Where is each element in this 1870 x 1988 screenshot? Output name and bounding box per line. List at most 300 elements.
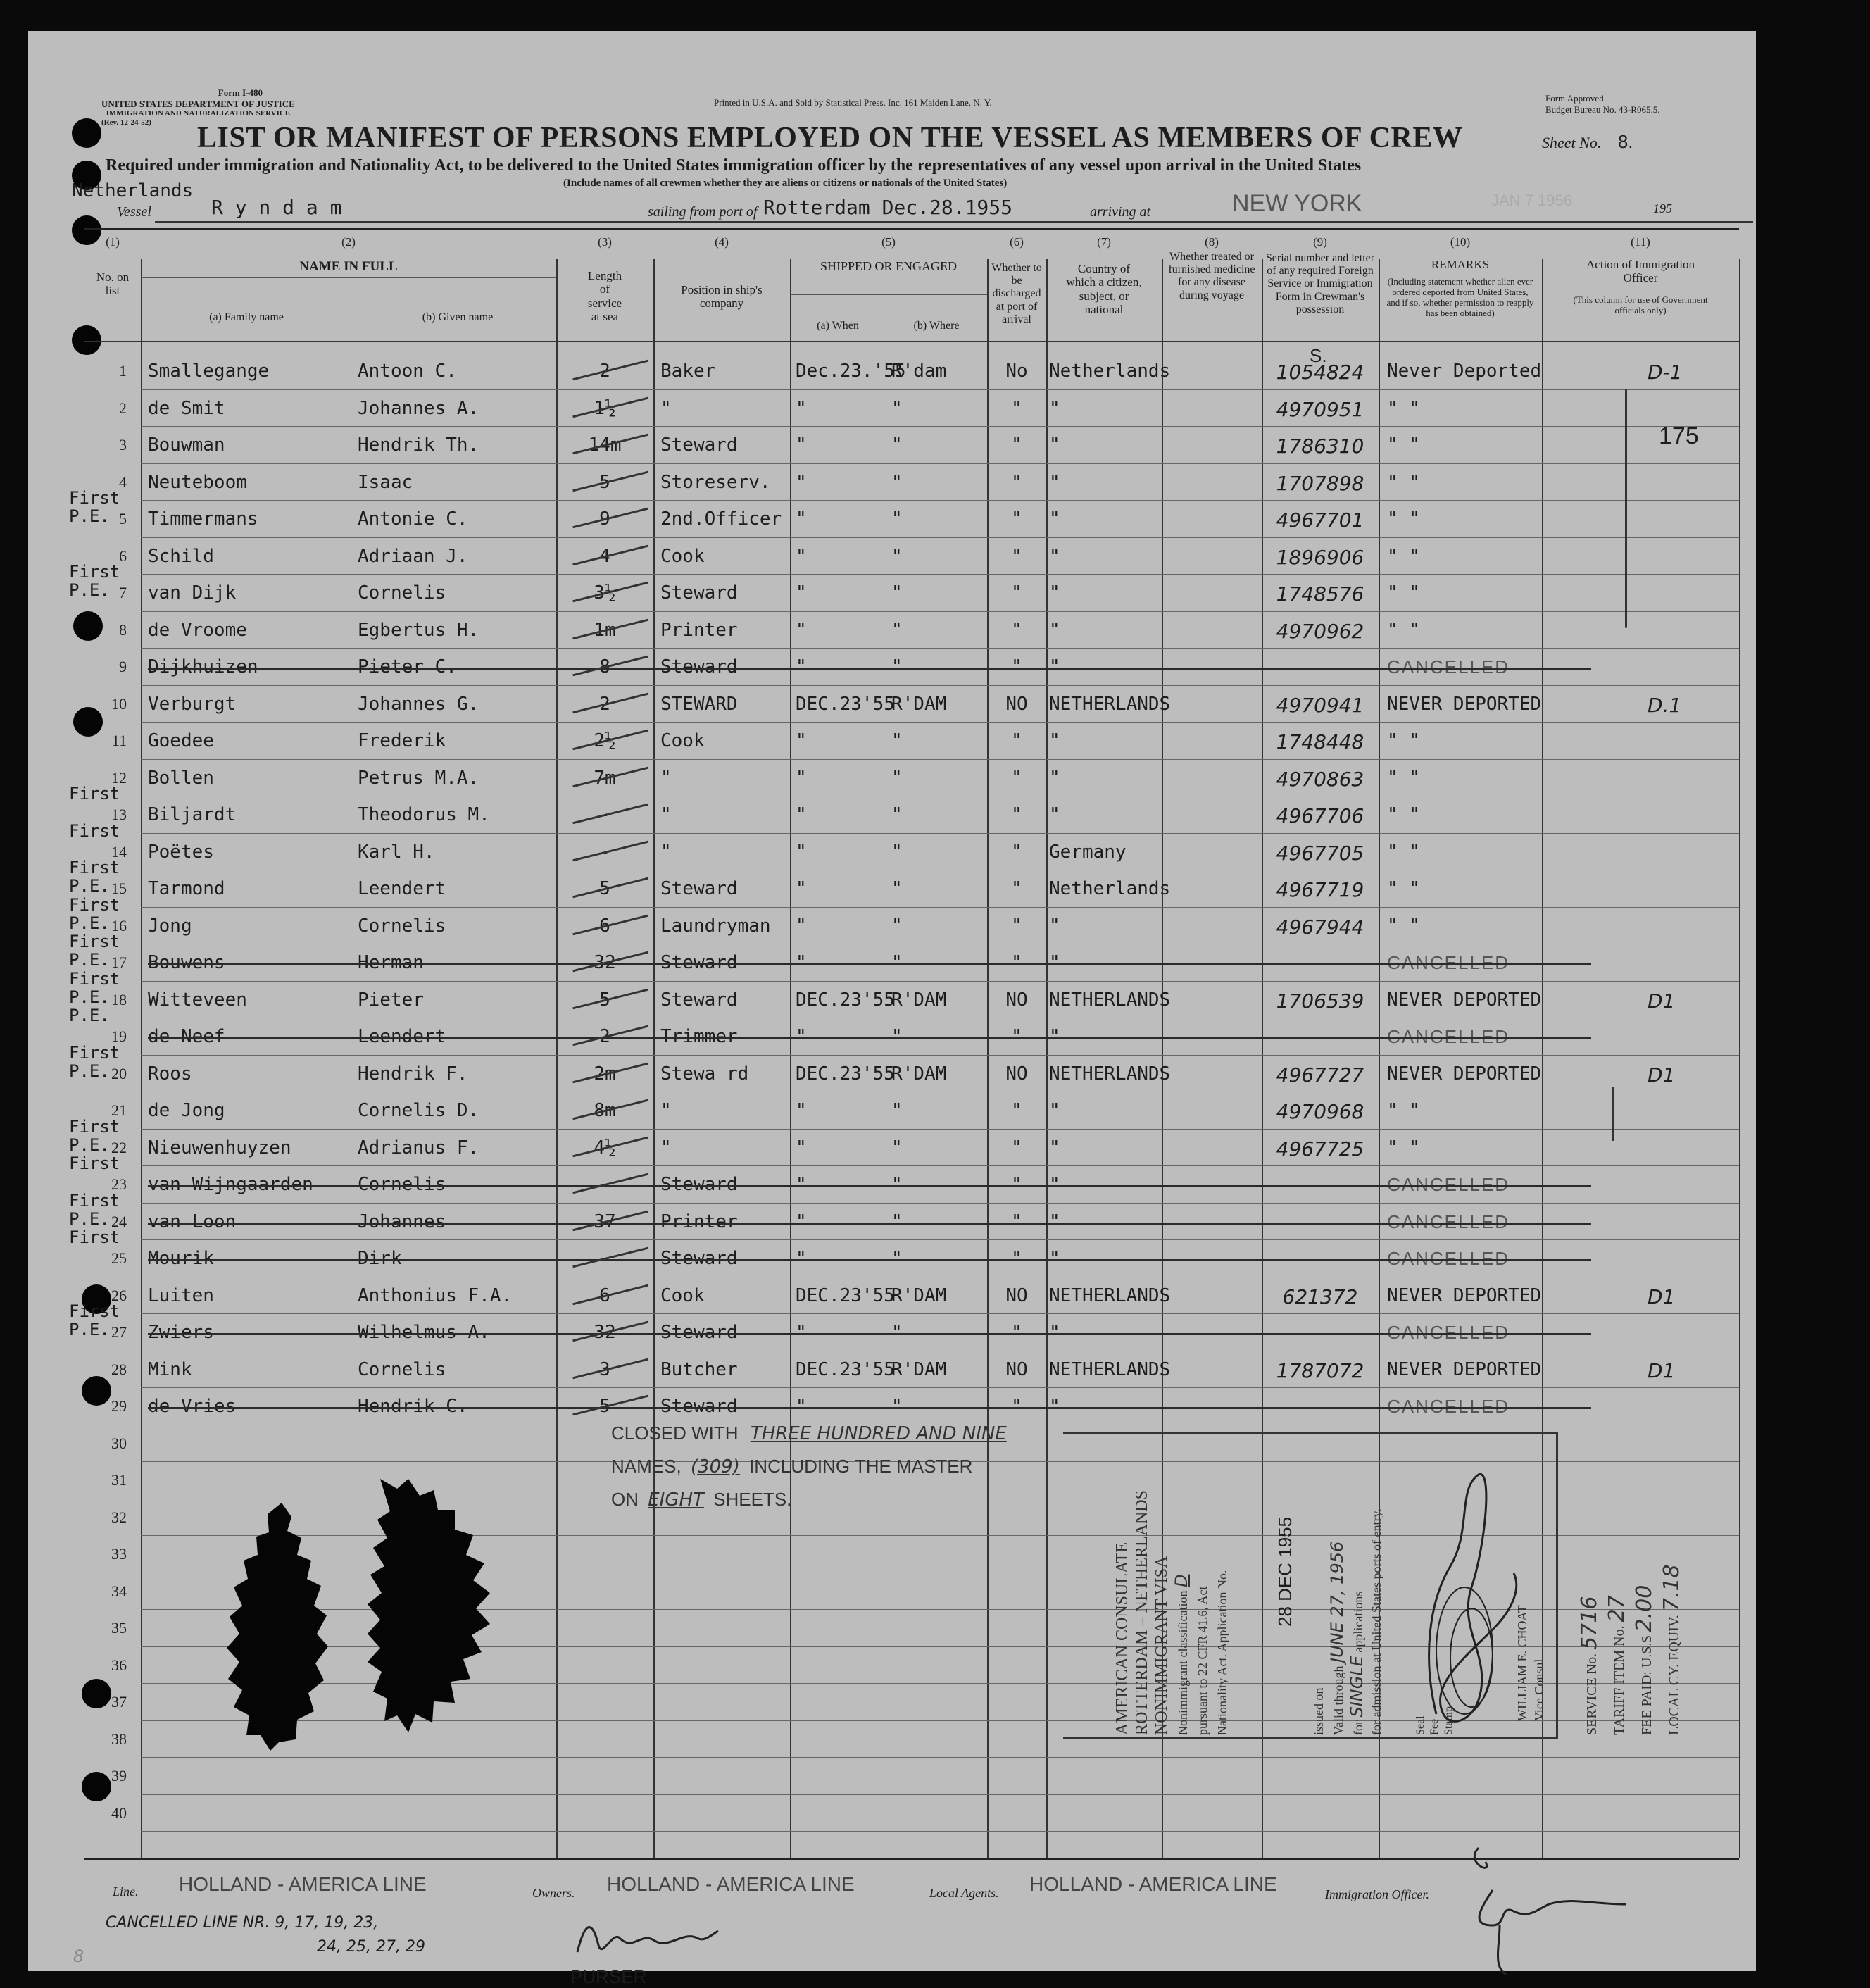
form-approved: Form Approved. — [1545, 93, 1606, 104]
country: NETHERLANDS — [1049, 693, 1171, 715]
table-row — [28, 1093, 1739, 1130]
serial-number: 4967725 — [1276, 1137, 1364, 1161]
given-name: Dirk — [358, 1248, 402, 1269]
shipped-when: " — [796, 804, 807, 825]
arriving-label: arriving at — [1090, 204, 1151, 220]
col-9-extra: S. — [1310, 345, 1327, 366]
visa-applications-label: applications — [1351, 1591, 1365, 1653]
shipped-where: " — [891, 1100, 903, 1121]
table-row — [28, 613, 1739, 650]
tariff-item-label: TARIFF ITEM No. — [1612, 1625, 1627, 1735]
serial-number: 1054824 — [1276, 361, 1364, 384]
given-name: Pieter C. — [358, 656, 457, 677]
shipped-where: " — [891, 1137, 903, 1158]
shipped-where: " — [891, 878, 903, 899]
family-name: Biljardt — [148, 804, 237, 825]
shipped-when: DEC.23'55 — [796, 1063, 895, 1084]
table-row — [28, 1006, 1739, 1056]
row-number: 22 — [111, 1138, 127, 1156]
given-name: Adriaan J. — [358, 545, 468, 567]
closing-label-2: NAMES, — [611, 1456, 682, 1477]
remarks: CANCELLED — [1387, 1396, 1510, 1417]
side-note: 175 — [1659, 423, 1699, 449]
shipped-where: " — [891, 656, 903, 677]
shipped-when: " — [796, 1137, 807, 1158]
serial-number: 4970968 — [1276, 1100, 1364, 1123]
family-name: Dijkhuizen — [148, 656, 258, 677]
row-rule — [141, 1831, 1739, 1832]
closing-statement — [611, 1417, 1007, 1516]
shipped-when: DEC.23'55 — [796, 989, 895, 1011]
position: 2nd.Officer — [660, 508, 782, 530]
country: " — [1049, 915, 1060, 937]
shipped-where: " — [891, 915, 903, 937]
cancel-strike — [148, 963, 1591, 965]
row-rule — [141, 1055, 1739, 1056]
row-rule — [141, 759, 1739, 760]
service-length: - — [599, 804, 610, 825]
serial-number: 1748576 — [1276, 582, 1364, 606]
action: D1 — [1648, 1063, 1676, 1087]
shipped-when: " — [796, 730, 807, 751]
margin-mark: 8 — [73, 1946, 84, 1966]
row-number: 10 — [111, 694, 127, 713]
country: Netherlands — [1049, 361, 1171, 382]
family-name: Verburgt — [148, 693, 237, 715]
position: " — [660, 841, 672, 863]
row-number: 37 — [111, 1693, 127, 1711]
position: Printer — [660, 1211, 738, 1232]
country: " — [1049, 767, 1060, 789]
col-1-label: No. on list — [96, 270, 130, 298]
closing-label-1: CLOSED WITH — [611, 1423, 739, 1444]
shipped-when: " — [796, 1100, 807, 1121]
row-rule — [141, 463, 1739, 464]
row-number: 6 — [119, 546, 127, 565]
row-number: 14 — [111, 842, 127, 861]
given-name: Herman — [358, 952, 424, 973]
family-name: Bouwens — [148, 952, 225, 973]
row-number: 27 — [111, 1323, 127, 1341]
row-number: 40 — [111, 1803, 127, 1822]
serial-number: 4970863 — [1276, 767, 1364, 791]
service-length: 5 — [599, 989, 610, 1011]
row-rule — [141, 1165, 1739, 1166]
action: D1 — [1648, 1284, 1676, 1308]
col-11-label: Action of Immigration Officer — [1586, 257, 1695, 285]
remarks: " " — [1387, 915, 1420, 937]
shipped-when: " — [796, 656, 807, 677]
remarks: CANCELLED — [1387, 1322, 1510, 1343]
family-name: Smallegange — [148, 361, 270, 382]
visa-entry-type: SINGLE — [1347, 1656, 1367, 1718]
shipped-where: " — [891, 435, 903, 456]
shipped-when: " — [796, 397, 807, 419]
closing-label-3: INCLUDING THE MASTER — [749, 1456, 973, 1477]
consul-title: Vice Consul — [1532, 1658, 1546, 1721]
discharged: " — [1011, 471, 1022, 493]
table-row — [28, 562, 1739, 613]
shipped-when: " — [796, 841, 807, 863]
serial-number: 1787072 — [1276, 1358, 1364, 1382]
given-name: Johannes A. — [358, 397, 479, 419]
discharged: " — [1011, 619, 1022, 641]
country: " — [1049, 435, 1060, 456]
given-name: Isaac — [358, 471, 413, 493]
service-length: 6 — [599, 1284, 610, 1306]
shipped-where: " — [891, 1174, 903, 1195]
row-rule — [141, 1203, 1739, 1204]
col-10-label: REMARKS — [1431, 257, 1490, 271]
shipped-where: " — [891, 1322, 903, 1343]
redaction-mark-right — [352, 1468, 500, 1749]
row-rule — [141, 1129, 1739, 1130]
action: D-1 — [1648, 361, 1683, 384]
remarks: " " — [1387, 619, 1420, 641]
table-row — [28, 858, 1739, 908]
serial-number: 4970962 — [1276, 619, 1364, 643]
visa-for-label: for — [1351, 1720, 1365, 1735]
country: " — [1049, 952, 1060, 973]
family-name: Neuteboom — [148, 471, 247, 493]
row-prefix: First — [69, 820, 120, 841]
cancel-strike — [148, 1407, 1591, 1409]
position: Laundryman — [660, 915, 771, 937]
row-prefix: First P.E. — [69, 562, 120, 600]
country: " — [1049, 582, 1060, 604]
row-prefix: First P.E. — [69, 932, 120, 970]
vessel-name: R y n d a m — [211, 196, 342, 219]
table-row — [28, 1042, 1739, 1094]
country: NETHERLANDS — [1049, 1063, 1171, 1084]
family-name: van Dijk — [148, 582, 237, 604]
cancel-strike — [148, 1223, 1591, 1225]
given-name: Antonie C. — [358, 508, 468, 530]
row-number: 1 — [119, 362, 127, 380]
discharged: NO — [1005, 693, 1028, 715]
service-length: 1½ — [594, 397, 616, 419]
table-row — [28, 539, 1739, 576]
col-3-num: (3) — [598, 235, 612, 249]
given-name: Cornelis — [358, 582, 446, 604]
row-prefix: First — [69, 1154, 120, 1173]
service-no-value: 5716 — [1577, 1596, 1602, 1650]
position: Storeserv. — [660, 471, 771, 493]
row-number: 8 — [119, 620, 127, 639]
row-number: 34 — [111, 1582, 127, 1600]
form-title: LIST OR MANIFEST OF PERSONS EMPLOYED ON THE VESSEL AS MEMBERS OF CREW — [197, 122, 1463, 154]
family-name: Poëtes — [148, 841, 214, 863]
table-row — [28, 1190, 1739, 1242]
discharged: NO — [1005, 1063, 1028, 1084]
col-5b-label: (b) Where — [913, 320, 960, 332]
shipped-when: DEC.23'55 — [796, 1358, 895, 1380]
given-name: Adrianus F. — [358, 1137, 479, 1158]
revision: (Rev. 12-24-52) — [101, 118, 151, 127]
sheet-label: Sheet No. — [1542, 134, 1602, 151]
family-name: Mink — [148, 1358, 192, 1380]
family-name: de Jong — [148, 1100, 225, 1121]
cancelled-lines-note-1: CANCELLED LINE NR. 9, 17, 19, 23, — [106, 1914, 379, 1932]
col-9-num: (9) — [1313, 235, 1327, 249]
vessel-label: Vessel — [117, 204, 151, 220]
row-number: 13 — [111, 806, 127, 823]
discharged: " — [1011, 508, 1022, 530]
shipped-when: " — [796, 878, 807, 899]
service-length: - — [599, 1248, 610, 1269]
family-name: van Loon — [148, 1211, 237, 1232]
col-5-num: (5) — [881, 235, 896, 249]
row-rule — [141, 907, 1739, 908]
col-7-num: (7) — [1097, 235, 1111, 249]
local-equiv-label: LOCAL CY. EQUIV. — [1667, 1615, 1682, 1735]
visa-pursuant: pursuant to 22 CFR 41.6, Act — [1196, 1586, 1210, 1735]
family-name: Nieuwenhuyzen — [148, 1137, 291, 1158]
row-number: 16 — [111, 916, 127, 934]
discharged: " — [1011, 582, 1022, 604]
service-length: 5 — [599, 1396, 610, 1417]
serial-number: 4967944 — [1276, 915, 1364, 939]
shipped-where: R'DAM — [891, 1063, 947, 1084]
shipped-when: " — [796, 1174, 807, 1195]
shipped-when: " — [796, 508, 807, 530]
family-name: Witteveen — [148, 989, 247, 1011]
family-name: Mourik — [148, 1248, 214, 1269]
family-name: de Vries — [148, 1396, 237, 1417]
country: " — [1049, 545, 1060, 567]
table-row — [28, 488, 1739, 539]
country: " — [1049, 1396, 1060, 1417]
row-number: 24 — [111, 1212, 127, 1230]
remarks: CANCELLED — [1387, 656, 1510, 677]
given-name: Leendert — [358, 878, 446, 899]
country: " — [1049, 730, 1060, 751]
table-row — [28, 1116, 1739, 1168]
shipped-when: " — [796, 767, 807, 789]
service-length: 1m — [594, 619, 616, 641]
country: " — [1049, 804, 1060, 825]
discharged: " — [1011, 435, 1022, 456]
remarks: CANCELLED — [1387, 952, 1510, 973]
table-row — [28, 1301, 1739, 1352]
col-9-label: Serial number and letter of any required Foreign Service or Immigration Form in Crewman's possession — [1265, 251, 1375, 316]
row-number: 3 — [119, 436, 127, 454]
shipped-where: " — [891, 1026, 903, 1047]
shipped-where: " — [891, 730, 903, 751]
col-3-label: Length of service at sea — [587, 268, 622, 324]
table-row — [28, 761, 1739, 798]
service-length: - — [599, 841, 610, 863]
discharged: " — [1011, 656, 1022, 677]
remarks: Never Deported — [1387, 361, 1542, 382]
remarks: " " — [1387, 804, 1420, 825]
shipped-when: " — [796, 545, 807, 567]
consul-name: WILLIAM E. CHOAT — [1515, 1605, 1529, 1721]
table-row — [28, 1352, 1739, 1389]
manifest-sheet — [28, 31, 1756, 1987]
table-row — [28, 649, 1739, 687]
position: Steward — [660, 1174, 738, 1195]
position: Trimmer — [660, 1026, 738, 1047]
cancelled-lines-note-2: 24, 25, 27, 29 — [317, 1938, 425, 1956]
country: NETHERLANDS — [1049, 989, 1171, 1011]
position: STEWARD — [660, 693, 738, 715]
shipped-when: DEC.23'55 — [796, 1284, 895, 1306]
service-length: 3½ — [594, 582, 616, 604]
family-name: Bouwman — [148, 435, 225, 456]
row-rule — [141, 426, 1739, 427]
shipped-where: " — [891, 471, 903, 493]
row-rule — [141, 685, 1739, 686]
table-row — [28, 427, 1739, 465]
given-name: Petrus M.A. — [358, 767, 479, 789]
row-number: 29 — [111, 1397, 127, 1415]
closing-label-4: ON — [611, 1489, 639, 1510]
country: " — [1049, 471, 1060, 493]
visa-ports-label: for admission at United States ports of entry. — [1369, 1508, 1383, 1735]
table-row — [28, 932, 1739, 982]
consulate-city: ROTTERDAM – NETHERLANDS — [1133, 1490, 1151, 1735]
shipped-where: R'DAM — [891, 1358, 947, 1380]
row-prefix: First P.E. — [69, 1042, 120, 1081]
position: " — [660, 1137, 672, 1158]
cancel-strike — [148, 1037, 1591, 1039]
service-length: 8 — [599, 656, 610, 677]
row-rule — [141, 389, 1739, 390]
position: Baker — [660, 361, 716, 382]
remarks: CANCELLED — [1387, 1026, 1510, 1047]
service-length: 5 — [599, 471, 610, 493]
table-row — [28, 1278, 1739, 1315]
serial-number: 1896906 — [1276, 545, 1364, 569]
position: Steward — [660, 1396, 738, 1417]
shipped-where: " — [891, 508, 903, 530]
shipped-where: R'dam — [891, 361, 947, 382]
discharged: " — [1011, 1174, 1022, 1195]
shipped-when: " — [796, 1026, 807, 1047]
shipped-when: " — [796, 1248, 807, 1269]
row-number: 25 — [111, 1249, 127, 1267]
col-6-label: Whether to be discharged at port of arrival — [991, 261, 1042, 326]
col-5-label: SHIPPED OR ENGAGED — [820, 258, 957, 273]
given-name: Pieter — [358, 989, 424, 1011]
given-name: Cornelis — [358, 915, 446, 937]
given-name: Cornelis D. — [358, 1100, 479, 1121]
remarks: NEVER DEPORTED — [1387, 1358, 1542, 1380]
position: Steward — [660, 656, 738, 677]
family-name: Zwiers — [148, 1322, 214, 1343]
given-name: Wilhelmus A. — [358, 1322, 490, 1343]
row-rule — [141, 648, 1739, 649]
serial-number: 1748448 — [1276, 730, 1364, 754]
action: D1 — [1648, 1358, 1676, 1382]
position: Cook — [660, 1284, 705, 1306]
position: Butcher — [660, 1358, 738, 1380]
fee-paid-label: FEE PAID: U.S.$ — [1639, 1635, 1655, 1735]
country: " — [1049, 1248, 1060, 1269]
shipped-when: " — [796, 1322, 807, 1343]
remarks: " " — [1387, 545, 1420, 567]
family-name: Roos — [148, 1063, 192, 1084]
country: " — [1049, 656, 1060, 677]
discharged: " — [1011, 1322, 1022, 1343]
row-rule — [141, 1239, 1739, 1240]
row-prefix: P.E. — [69, 1006, 110, 1025]
cancel-strike — [148, 1333, 1591, 1335]
given-name: Leendert — [358, 1026, 446, 1047]
discharged: " — [1011, 804, 1022, 825]
remarks: NEVER DEPORTED — [1387, 1063, 1542, 1084]
row-rule — [141, 537, 1739, 538]
visa-application: Nationality Act. Application No. — [1215, 1570, 1229, 1735]
remarks: CANCELLED — [1387, 1174, 1510, 1195]
purser-label: PURSER — [570, 1966, 647, 1987]
row-rule — [141, 500, 1739, 501]
country: Germany — [1049, 841, 1127, 863]
discharged: " — [1011, 1100, 1022, 1121]
closing-count-words: THREE HUNDRED AND NINE — [750, 1423, 1007, 1444]
country: " — [1049, 1100, 1060, 1121]
shipped-where: " — [891, 619, 903, 641]
country: " — [1049, 1137, 1060, 1158]
row-number: 23 — [111, 1175, 127, 1193]
closing-label-5: SHEETS. — [713, 1489, 792, 1510]
family-name: Timmermans — [148, 508, 258, 530]
discharged: No — [1005, 361, 1028, 382]
cancel-strike — [148, 668, 1591, 670]
discharged: " — [1011, 878, 1022, 899]
tariff-item-value: 27 — [1605, 1595, 1629, 1623]
row-number: 38 — [111, 1730, 127, 1748]
given-name: Theodorus M. — [358, 804, 490, 825]
table-row — [28, 1227, 1739, 1278]
immigration-officer-signature — [1450, 1834, 1662, 1982]
arrival-stamp: JAN 7 1956 — [1491, 192, 1572, 209]
row-number: 32 — [111, 1508, 127, 1526]
table-row — [28, 723, 1739, 761]
shipped-when: " — [796, 952, 807, 973]
row-rule — [141, 1313, 1739, 1314]
row-number: 18 — [111, 990, 127, 1008]
visa-classification: Nonimmigrant classification D — [1172, 1574, 1191, 1735]
department: UNITED STATES DEPARTMENT OF JUSTICE — [101, 98, 295, 109]
visa-type: NONIMMIGRANT VISA — [1153, 1556, 1171, 1735]
action: D1 — [1648, 989, 1676, 1013]
service-length: 5 — [599, 878, 610, 899]
service-length: 2 — [599, 1026, 610, 1047]
remarks: " " — [1387, 730, 1420, 751]
col-6-num: (6) — [1010, 235, 1024, 249]
row-number: 35 — [111, 1619, 127, 1637]
sailing-label: sailing from port of — [648, 204, 758, 220]
row-number: 7 — [119, 584, 127, 601]
shipped-when: " — [796, 582, 807, 604]
shipped-when: " — [796, 1211, 807, 1232]
visa-valid-date: JUNE 27, 1956 — [1327, 1541, 1347, 1663]
serial-number: 4970941 — [1276, 693, 1364, 717]
shipped-where: R'DAM — [891, 693, 947, 715]
position: Steward — [660, 878, 738, 899]
row-number: 28 — [111, 1360, 127, 1378]
remarks: " " — [1387, 767, 1420, 789]
given-name: Frederik — [358, 730, 446, 751]
position: Steward — [660, 952, 738, 973]
given-name: Johannes — [358, 1211, 446, 1232]
col-1-num: (1) — [106, 235, 120, 249]
service-length: 2m — [594, 1063, 616, 1084]
stamp-label: Stamp — [1443, 1706, 1455, 1735]
row-number: 21 — [111, 1101, 127, 1119]
